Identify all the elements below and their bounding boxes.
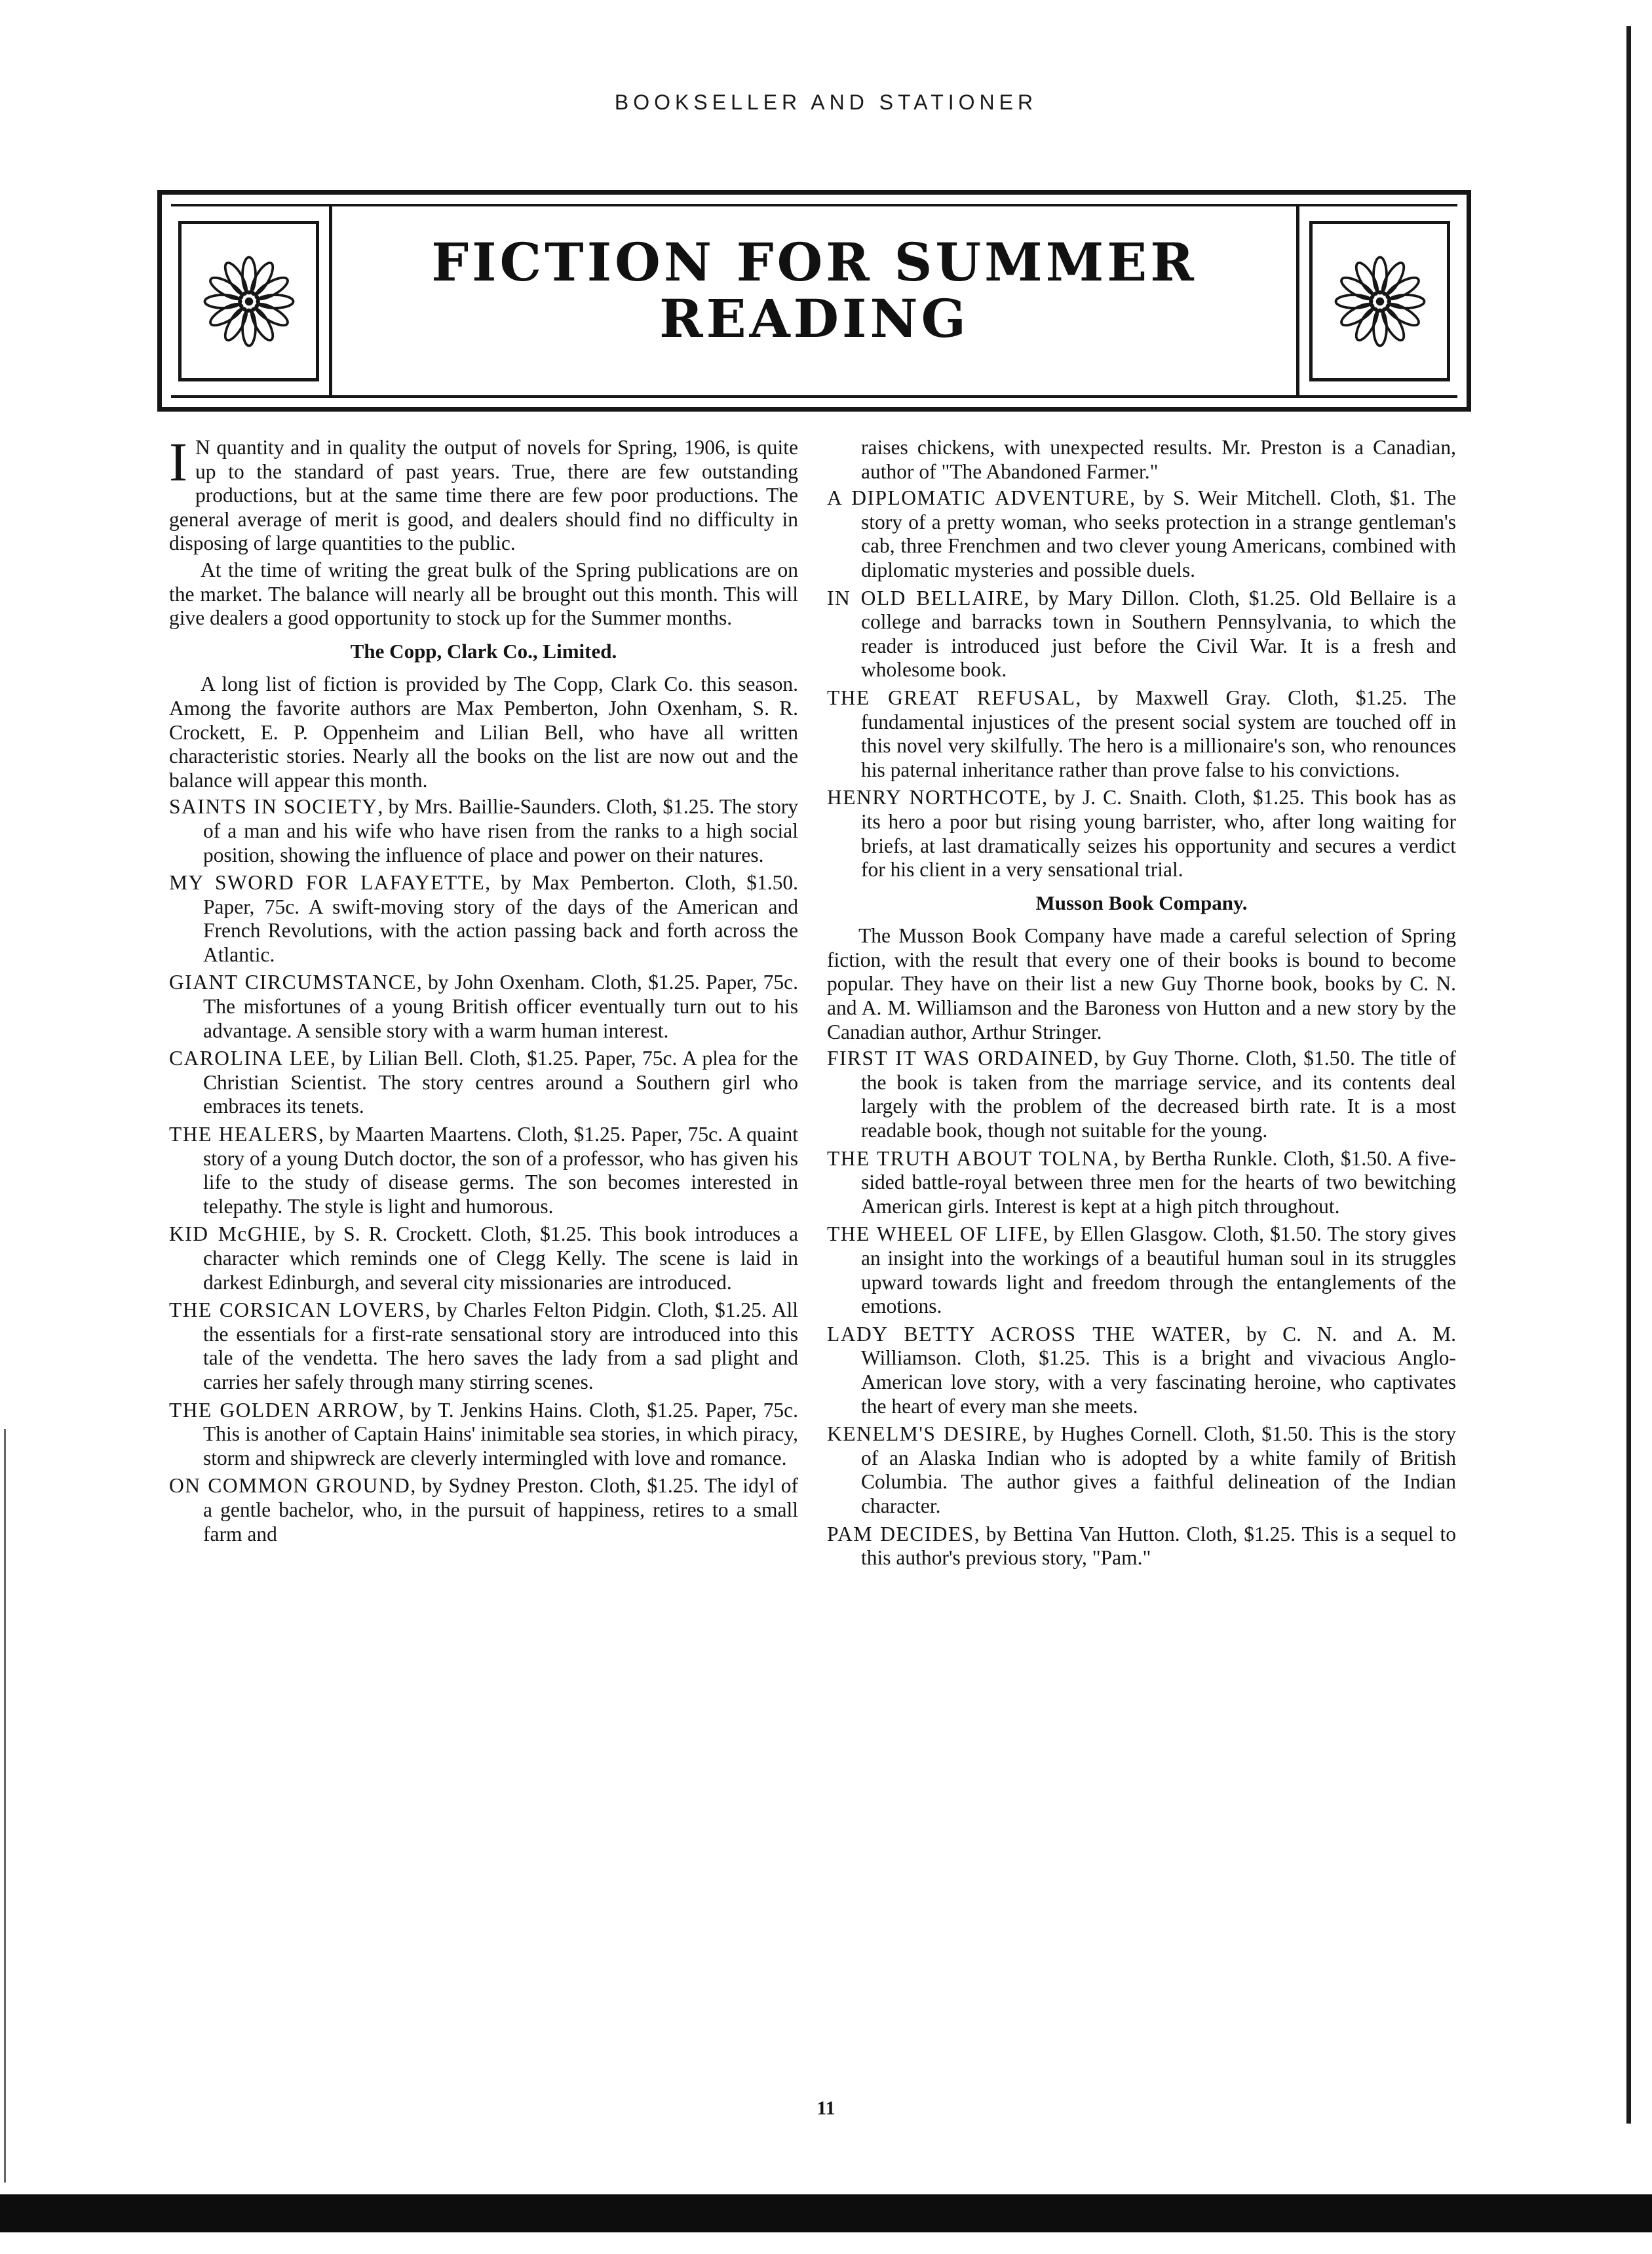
drop-cap: I <box>169 432 187 493</box>
book-entry <box>169 1399 798 1471</box>
book-description: , by Bertha Runkle. Cloth, $1.50. A five-sided battle-royal between three men for the hearts of two bewitching American girls. Interest is kept at a high pitch throughout. <box>861 1146 1456 1218</box>
book-entry <box>169 871 798 967</box>
book-entry <box>827 686 1456 782</box>
book-description: , by S. R. Crockett. Cloth, $1.25. This book introduces a character which reminds one of Clegg Kelly. The scene is laid in darkest Edinburgh, and several city missionaries are introduced. <box>203 1222 798 1294</box>
book-description: , by Maxwell Gray. Cloth, $1.25. The fundamental injustices of the present social system are touched off in this novel very skilfully. The hero is a millionaire's son, who renounces his paternal inheritance rather than prove false to his convictions. <box>861 686 1456 781</box>
book-title: THE GREAT REFUSAL <box>827 686 1076 709</box>
scan-bottom-bar <box>0 2194 1652 2232</box>
book-description: , by Bettina Van Hutton. Cloth, $1.25. This is a sequel to this author's previous story, "Pam." <box>861 1522 1456 1570</box>
book-title: FIRST IT WAS ORDAINED <box>827 1047 1094 1070</box>
page-number: 11 <box>816 2097 836 2119</box>
book-title: THE GOLDEN ARROW <box>169 1398 399 1422</box>
book-entry <box>827 1147 1456 1219</box>
copp-intro: A long list of fiction is provided by The Copp, Clark Co. this season. Among the favorite authors are Max Pemberton, John Oxenham, S. R. Crockett, E. P. Oppenheim and Lilian Bell, who have all written characteristic stories. Nearly all the books on the list are now out and the balance will appear this month. <box>169 672 798 792</box>
running-head: BOOKSELLER AND STATIONER <box>614 90 1038 114</box>
title-box-divider-right <box>1296 204 1299 398</box>
book-description: , by S. Weir Mitchell. Cloth, $1. The story of a pretty woman, who seeks protection in a strange gentleman's cab, three Frenchmen and two clever young Americans, combined with diplomatic mysteries and possible duels. <box>861 486 1456 581</box>
book-entry <box>169 1474 798 1546</box>
book-entry <box>827 587 1456 682</box>
book-title: THE WHEEL OF LIFE <box>827 1222 1043 1246</box>
book-entry <box>169 1047 798 1119</box>
book-entry <box>827 1222 1456 1318</box>
book-entry <box>827 1323 1456 1418</box>
book-entry <box>827 486 1456 582</box>
book-description: , by John Oxenham. Cloth, $1.25. Paper, 75c. The misfortunes of a young British officer eventually turn out to his advantage. A sensible story with a warm human interest. <box>203 971 799 1042</box>
title-box-rule-bottom <box>171 395 1457 398</box>
book-title: PAM DECIDES <box>827 1522 974 1545</box>
intro-text-1: N quantity and in quality the output of novels for Spring, 1906, is quite up to the standard of past years. True, there are few outstanding productions, but at the same time there are few poor productions. The general average of merit is good, and dealers should find no difficulty in disposing of large quantities to the public. <box>169 436 798 555</box>
book-title: THE HEALERS <box>169 1123 318 1146</box>
book-title: SAINTS IN SOCIETY <box>169 795 378 819</box>
book-title: HENRY NORTHCOTE <box>827 786 1043 809</box>
book-description: , by Mary Dillon. Cloth, $1.25. Old Bellaire is a college and barracks town in Southern Pennsylvania, to which the reader is introduced just before the Civil War. It is a fresh and wholesome book. <box>861 586 1457 682</box>
book-entry <box>169 1222 798 1294</box>
book-title: MY SWORD FOR LAFAYETTE <box>169 871 486 895</box>
book-description: , by Max Pemberton. Cloth, $1.50. Paper, 75c. A swift-moving story of the days of the American and French Revolutions, with the action passing back and forth across the Atlantic. <box>203 871 798 966</box>
flower-ornament-icon <box>178 221 319 381</box>
flower-ornament-icon <box>1309 221 1450 381</box>
book-title: ON COMMON GROUND <box>169 1474 411 1498</box>
title-line-2: READING <box>659 288 969 349</box>
musson-intro: The Musson Book Company have made a careful selection of Spring fiction, with the result that every one of their books is bound to become popular. They have on their list a new Guy Thorne book, books by C. N. and A. M. Williamson and the Baroness von Hutton and a new story by the Canadian author, Arthur Stringer. <box>827 924 1456 1043</box>
publisher-heading-musson: Musson Book Company. <box>1035 891 1248 914</box>
book-description: , by Hughes Cornell. Cloth, $1.50. This is the story of an Alaska Indian who is adopted by a white family of British Columbia. The author gives a faithful delineation of the Indian character. <box>861 1422 1456 1517</box>
title-box-divider-left <box>329 204 332 398</box>
continuation-paragraph: raises chickens, with unexpected results. Mr. Preston is a Canadian, author of "The Abandoned Farmer." <box>861 436 1456 483</box>
book-title: KID McGHIE <box>169 1222 301 1246</box>
title-line-1: FICTION FOR SUMMER <box>431 231 1197 293</box>
book-description: , by Maarten Maartens. Cloth, $1.25. Paper, 75c. A quaint story of a young Dutch doctor, the son of a professor, who has given his life to the study of disease germs. The son becomes interested in telepathy. The style is light and humorous. <box>203 1123 799 1218</box>
page-title <box>345 231 1283 349</box>
book-description: , by Sydney Preston. Cloth, $1.25. The idyl of a gentle bachelor, who, in the pursuit of happiness, retires to a small farm and <box>203 1474 798 1545</box>
book-title: GIANT CIRCUMSTANCE <box>169 971 417 994</box>
book-entry <box>169 1123 798 1218</box>
scan-edge-line-left <box>4 1429 6 2183</box>
book-description: , by Charles Felton Pidgin. Cloth, $1.25. All the essentials for a first-rate sensational story are introduced into this tale of the vendetta. The hero saves the lady from a sad plight and carries her safely through many stirring scenes. <box>203 1298 798 1393</box>
book-description: , by Mrs. Baillie-Saunders. Cloth, $1.25. The story of a man and his wife who have risen from the ranks to a high social position, showing the influence of place and power on their natures. <box>203 795 798 866</box>
book-description: , by Guy Thorne. Cloth, $1.50. The title of the book is taken from the marriage service, and its contents deal largely with the problem of the decreased birth rate. It is a most readable book, though not suitable for the young. <box>861 1047 1456 1142</box>
book-description: , by J. C. Snaith. Cloth, $1.25. This book has as its hero a poor but rising young barrister, who, after long waiting for briefs, at last dramatically seizes his opportunity and secures a verdict for his client in a very sensational trial. <box>861 786 1457 882</box>
scan-edge-line <box>1626 26 1631 2124</box>
book-entry <box>169 971 798 1043</box>
book-description: , by C. N. and A. M. Williamson. Cloth, $1.25. This is a bright and vivacious Anglo-American love story, with a very fascinating heroine, who captivates the heart of every man she meets. <box>861 1322 1457 1418</box>
right-column <box>827 436 1456 1574</box>
book-entry <box>827 1047 1456 1142</box>
book-title: CAROLINA LEE <box>169 1047 331 1070</box>
book-description: , by T. Jenkins Hains. Cloth, $1.25. Paper, 75c. This is another of Captain Hains' inimitable sea stories, in which piracy, storm and shipwreck are cleverly intermingled with love and romance. <box>203 1398 799 1469</box>
book-title: KENELM'S DESIRE <box>827 1422 1022 1446</box>
book-title: IN OLD BELLAIRE <box>827 586 1024 610</box>
left-column <box>169 432 799 1550</box>
book-entry <box>827 786 1456 882</box>
publisher-heading-copp: The Copp, Clark Co., Limited. <box>350 639 617 663</box>
intro-paragraph-2: At the time of writing the great bulk of the Spring publications are on the market. The balance will nearly all be brought out this month. This will give dealers a good opportunity to stock up for the Summer months. <box>169 558 798 630</box>
book-entry <box>169 795 798 867</box>
book-entry <box>827 1523 1456 1570</box>
book-title: LADY BETTY ACROSS THE WATER <box>827 1322 1226 1346</box>
title-box-rule-top <box>171 204 1457 206</box>
book-title: THE TRUTH ABOUT TOLNA <box>827 1146 1113 1170</box>
intro-paragraph-1 <box>169 432 798 556</box>
book-description: , by Ellen Glasgow. Cloth, $1.50. The story gives an insight into the workings of a beautiful human soul in its struggles upward towards light and freedom through the entanglements of the emotions. <box>861 1222 1456 1318</box>
book-title: THE CORSICAN LOVERS <box>169 1298 425 1322</box>
book-entry <box>169 1298 798 1394</box>
book-description: , by Lilian Bell. Cloth, $1.25. Paper, 75c. A plea for the Christian Scientist. The story centres around a Southern girl who embraces its tenets. <box>203 1047 798 1118</box>
book-entry <box>827 1422 1456 1518</box>
book-title: A DIPLOMATIC ADVENTURE <box>827 486 1130 510</box>
title-box <box>157 190 1471 412</box>
